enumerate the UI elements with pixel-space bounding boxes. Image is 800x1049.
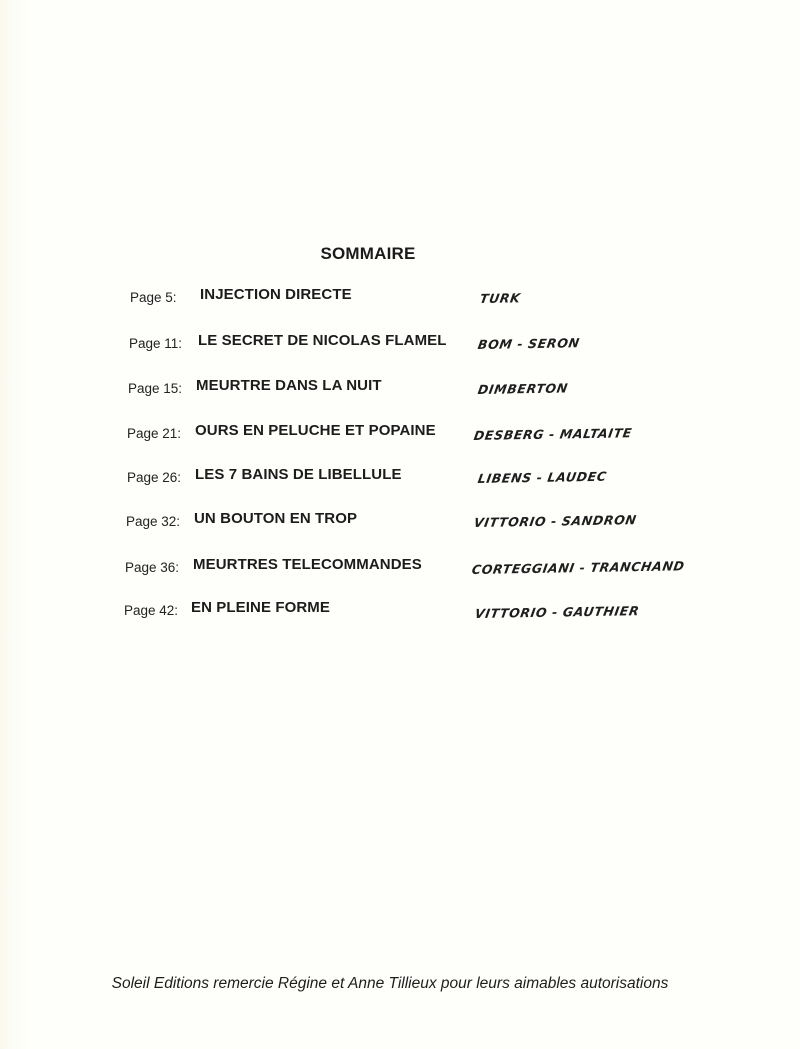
page-number: Page 32: bbox=[126, 514, 181, 529]
story-title: LE SECRET DE NICOLAS FLAMEL bbox=[198, 332, 447, 349]
page-title: SOMMAIRE bbox=[320, 244, 416, 263]
story-authors: VITTORIO - GAUTHIER bbox=[473, 603, 641, 621]
story-title: UN BOUTON EN TROP bbox=[194, 510, 358, 527]
story-title: INJECTION DIRECTE bbox=[200, 286, 352, 303]
story-authors: DIMBERTON bbox=[476, 380, 570, 397]
story-title: EN PLEINE FORME bbox=[191, 599, 331, 616]
story-title: MEURTRE DANS LA NUIT bbox=[196, 377, 382, 394]
acknowledgement-text: Soleil Editions remercie Régine et Anne Tillieux pour leurs aimables autorisations bbox=[111, 975, 669, 992]
story-authors: LIBENS - LAUDEC bbox=[476, 468, 608, 486]
page-number: Page 36: bbox=[125, 560, 180, 575]
story-title: LES 7 BAINS DE LIBELLULE bbox=[195, 466, 402, 483]
story-authors: TURK bbox=[478, 290, 522, 306]
story-authors: DESBERG - MALTAITE bbox=[472, 425, 634, 443]
story-title: MEURTRES TELECOMMANDES bbox=[193, 556, 422, 573]
story-authors: CORTEGGIANI - TRANCHAND bbox=[470, 558, 686, 577]
page-number: Page 5: bbox=[130, 290, 177, 305]
story-authors: BOM - SERON bbox=[476, 335, 581, 352]
story-title: OURS EN PELUCHE ET POPAINE bbox=[195, 422, 436, 439]
story-authors: VITTORIO - SANDRON bbox=[472, 512, 638, 530]
page-number: Page 26: bbox=[127, 470, 182, 485]
page-number: Page 42: bbox=[124, 603, 179, 618]
page-number: Page 11: bbox=[129, 336, 183, 351]
page-number: Page 21: bbox=[127, 426, 182, 441]
page-number: Page 15: bbox=[128, 381, 183, 396]
